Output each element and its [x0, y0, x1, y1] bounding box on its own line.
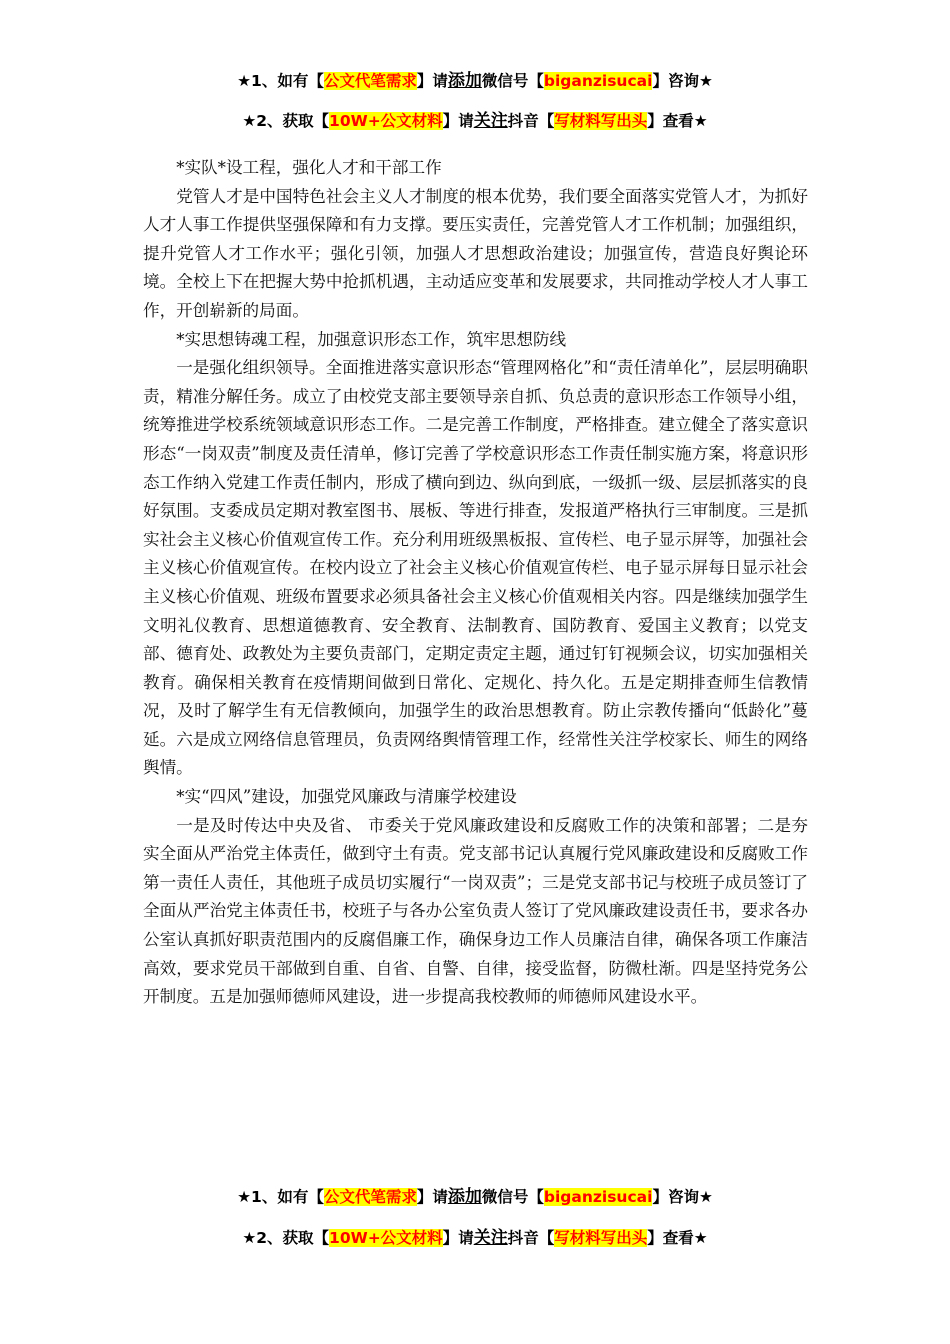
highlight-text: 公文代笔需求: [323, 1188, 417, 1206]
underlined-text: 添加: [447, 71, 482, 91]
banner-text: 】查看★: [647, 112, 708, 130]
promo-banner-line-1: [0, 69, 950, 93]
banner-text: ★1、如有【: [237, 1188, 324, 1206]
banner-text: 微信号【: [481, 1188, 544, 1206]
section-heading: *实思想铸魂工程，加强意识形态工作，筑牢思想防线: [176, 329, 567, 349]
promo-banner-line-2-bottom: [0, 1226, 950, 1250]
highlight-text: biganzisucai: [543, 1188, 653, 1206]
document-body: [143, 154, 808, 1012]
banner-text: ★2、获取【: [242, 112, 330, 130]
banner-text: 微信号【: [481, 72, 544, 90]
banner-text: 】咨询★: [652, 72, 713, 90]
banner-text: 】查看★: [647, 1229, 708, 1247]
underlined-text: 添加: [447, 1187, 482, 1207]
underlined-text: 关注: [473, 1228, 508, 1248]
underlined-text: 关注: [473, 111, 508, 131]
banner-text: 】请: [442, 112, 474, 130]
highlight-text: 写材料写出头: [554, 112, 648, 130]
banner-text: ★2、获取【: [242, 1229, 330, 1247]
highlight-text: biganzisucai: [543, 72, 653, 90]
banner-text: 】咨询★: [652, 1188, 713, 1206]
highlight-text: 10W+公文材料: [329, 1229, 443, 1247]
section-heading: *实队*设工程，强化人才和干部工作: [176, 158, 442, 177]
body-paragraph: 一是强化组织领导。全面推进落实意识形态“管理网格化”和“责任清单化”，层层明确职责，精准分解任务。成立了由校党支部主要领导亲自抓、负总责的意识形态工作领导小组，统筹推进学校系统领域意识形态工作。二是完善工作制度，严格排查。建立健全了落实意识形态“一岗双责”制度及责任清单，修订完善了学校意识形态工作责任制实施方案，将意识形态工作纳入党建工作责任制内，形成了横向到边、纵向到底，一级抓一级、层层抓落实的良好氛围。支委成员定期对教室图书、展板、等进行排查，发报道严格执行三审制度。三是抓实社会主义核心价值观宣传工作。充分利用班级黑板报、宣传栏、电子显示屏等，加强社会主义核心价值观宣传。在校内设立了社会主义核心价值观宣传栏、电子显示屏每日显示社会主义核心价值观、班级布置要求必须具备社会主义核心价值观相关内容。四是继续加强学生文明礼仪教育、思想道德教育、安全教育、法制教育、国防教育、爱国主义教育；以党支部、德育处、政教处为主要负责部门，定期定责定主题，通过钉钉视频会议，切实加强相关教育。确保相关教育在疫情期间做到日常化、定规化、持久化。五是定期排查师生信教情况，及时了解学生有无信教倾向，加强学生的政治思想教育。防止宗教传播向“低龄化”蔓延。六是成立网络信息管理员，负责网络舆情管理工作，经常性关注学校家长、师生的网络舆情。: [143, 358, 808, 778]
promo-banner-line-2: [0, 109, 950, 133]
body-paragraph: 党管人才是中国特色社会主义人才制度的根本优势，我们要全面落实党管人才，为抓好人才人事工作提供坚强保障和有力支撑。要压实责任，完善党管人才工作机制；加强组织，提升党管人才工作水平；强化引领，加强人才思想政治建设；加强宣传，营造良好舆论环境。全校上下在把握大势中抢抓机遇，主动适应变革和发展要求，共同推动学校人才人事工作，开创崭新的局面。: [143, 186, 808, 320]
banner-text: 抖音【: [507, 1229, 555, 1247]
banner-text: 】请: [442, 1229, 474, 1247]
highlight-text: 公文代笔需求: [323, 72, 417, 90]
banner-text: 】请: [416, 1188, 448, 1206]
banner-text: 抖音【: [507, 112, 555, 130]
highlight-text: 写材料写出头: [554, 1229, 648, 1247]
section-heading: *实“四风”建设，加强党风廉政与清廉学校建设: [176, 787, 517, 807]
promo-banner-line-1-bottom: [0, 1185, 950, 1209]
banner-text: ★1、如有【: [237, 72, 324, 90]
highlight-text: 10W+公文材料: [329, 112, 443, 130]
banner-text: 】请: [416, 72, 448, 90]
body-paragraph: 一是及时传达中央及省、 市委关于党风廉政建设和反腐败工作的决策和部署；二是夯实全面从严治党主体责任，做到守土有责。党支部书记认真履行党风廉政建设和反腐败工作第一责任人责任，其他班子成员切实履行“一岗双责”；三是党支部书记与校班子成员签订了全面从严治党主体责任书，校班子与各办公室负责人签订了党风廉政建设责任书，要求各办公室认真抓好职责范围内的反腐倡廉工作，确保身边工作人员廉洁自律，确保各项工作廉洁高效，要求党员干部做到自重、自省、自警、自律，接受监督，防微杜渐。四是坚持党务公开制度。五是加强师德师风建设，进一步提高我校教师的师德师风建设水平。: [143, 815, 808, 1007]
